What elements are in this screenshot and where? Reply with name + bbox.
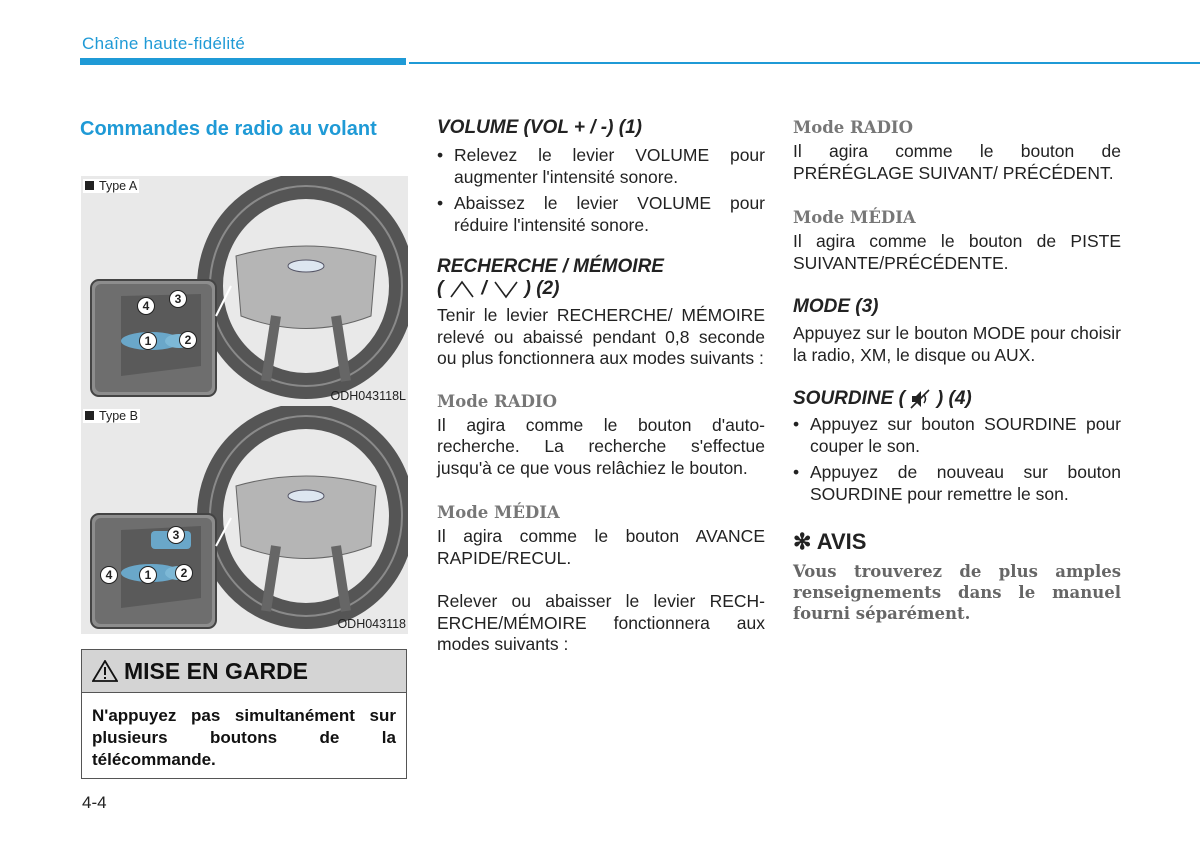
callout-3-a: 3 xyxy=(169,290,187,308)
warning-text: N'appuyez pas simultanément sur plusieurs boutons de la télécommande. xyxy=(92,706,396,769)
figure-code-a: ODH043118L xyxy=(330,389,406,403)
sourdine-heading xyxy=(793,388,1121,410)
figure-label-text-a: Type A xyxy=(99,179,138,193)
figure-label-b xyxy=(83,409,140,423)
running-header: Chaîne haute-fidélité xyxy=(82,34,246,53)
sourdine-bullet-text: Appuyez de nouveau sur bouton SOURDINE pour remettre le son. xyxy=(810,462,1121,504)
callout-1-a: 1 xyxy=(139,332,157,350)
avis-title: AVIS xyxy=(816,529,867,554)
square-bullet-icon xyxy=(85,411,94,420)
recherche-heading-line2 xyxy=(437,278,765,300)
volume-bullet-text: Relevez le levier VOLUME pour augmenter l'intensité sonore. xyxy=(454,145,765,187)
volume-heading: VOLUME (VOL + / -) (1) xyxy=(437,117,642,138)
sourdine-number: ) (4) xyxy=(936,388,972,409)
warning-header xyxy=(82,650,406,693)
figure-label-a xyxy=(83,179,139,193)
asterisk-icon: ✻ xyxy=(793,529,812,554)
figure-code-b: ODH043118 xyxy=(337,617,406,631)
recherche-text: Tenir le levier RECHERCHE/ MÉMOIRE relevé ou abaissé pendant 0,8 seconde ou plus fonctionnera aux modes suivants : xyxy=(437,305,765,368)
middle-column xyxy=(437,117,765,656)
chevron-down-icon xyxy=(491,279,521,299)
mute-icon xyxy=(908,388,934,410)
square-bullet-icon xyxy=(85,181,94,190)
right-column xyxy=(793,118,1121,624)
callout-3-b: 3 xyxy=(167,526,185,544)
warning-triangle-icon xyxy=(92,660,118,682)
volume-bullet-2: • Abaissez le levier VOLUME pour réduire l'intensité sonore. xyxy=(437,193,765,235)
warning-box xyxy=(81,649,407,779)
warning-title: MISE EN GARDE xyxy=(124,657,309,684)
section-title: Commandes de radio au volant xyxy=(80,118,377,140)
recherche-number: ) (2) xyxy=(524,278,560,299)
callout-4-a: 4 xyxy=(137,297,155,315)
sourdine-bullet-text: Appuyez sur bouton SOURDINE pour couper le son. xyxy=(810,414,1121,456)
sourdine-label: SOURDINE ( xyxy=(793,388,905,409)
recherche-slash: / xyxy=(481,278,487,299)
volume-bullet-1: • Relevez le levier VOLUME pour augmenter l'intensité sonore. xyxy=(437,145,765,187)
mode-media-heading: Mode MÉDIA xyxy=(437,503,560,522)
mode-radio-text: Il agira comme le bouton d'auto-recherche. La recherche s'effectue jusqu'à ce que vous relâchiez le bouton. xyxy=(437,414,765,478)
mode-media-heading-2: Mode MÉDIA xyxy=(793,208,916,227)
relever-text: Relever ou abaisser le levier RECH-ERCHE/MÉMOIRE fonctionnera aux modes suivants : xyxy=(437,591,765,654)
mode-heading: MODE (3) xyxy=(793,296,879,317)
mode-text: Appuyez sur le bouton MODE pour choisir la radio, XM, le disque ou AUX. xyxy=(793,323,1121,365)
figure-label-text-b: Type B xyxy=(99,409,138,423)
avis-text: Vous trouverez de plus amples renseignements dans le manuel fourni séparément. xyxy=(793,562,1121,623)
page-number: 4-4 xyxy=(82,793,107,812)
recherche-heading: RECHERCHE / MÉMOIRE xyxy=(437,256,664,277)
mode-media-text: Il agira comme le bouton AVANCE RAPIDE/RECUL. xyxy=(437,526,765,568)
volume-bullet-text: Abaissez le levier VOLUME pour réduire l'intensité sonore. xyxy=(454,193,765,235)
chevron-up-icon xyxy=(447,279,477,299)
avis-heading xyxy=(793,529,1121,555)
steering-wheel-illustration-b xyxy=(81,406,408,634)
header-rule-thin xyxy=(409,62,1200,64)
sourdine-bullet-2: • Appuyez de nouveau sur bouton SOURDINE pour remettre le son. xyxy=(793,462,1121,504)
header-rule-thick xyxy=(80,58,406,65)
steering-wheel-illustration-a xyxy=(81,176,408,406)
callout-1-b: 1 xyxy=(139,566,157,584)
callout-2-b: 2 xyxy=(175,564,193,582)
sourdine-bullet-1: • Appuyez sur bouton SOURDINE pour couper le son. xyxy=(793,414,1121,456)
figure-type-b xyxy=(81,406,408,634)
callout-4-b: 4 xyxy=(100,566,118,584)
recherche-paren: ( xyxy=(437,278,444,299)
mode-radio-heading-2: Mode RADIO xyxy=(793,118,913,137)
mode-media-text-2: Il agira comme le bouton de PISTE SUIVANTE/PRÉCÉDENTE. xyxy=(793,231,1121,273)
figure-type-a xyxy=(81,176,408,406)
mode-radio-text-2: Il agira comme le bouton de PRÉRÉGLAGE SUIVANT/ PRÉCÉDENT. xyxy=(793,141,1121,183)
callout-2-a: 2 xyxy=(179,331,197,349)
mode-radio-heading: Mode RADIO xyxy=(437,391,557,411)
